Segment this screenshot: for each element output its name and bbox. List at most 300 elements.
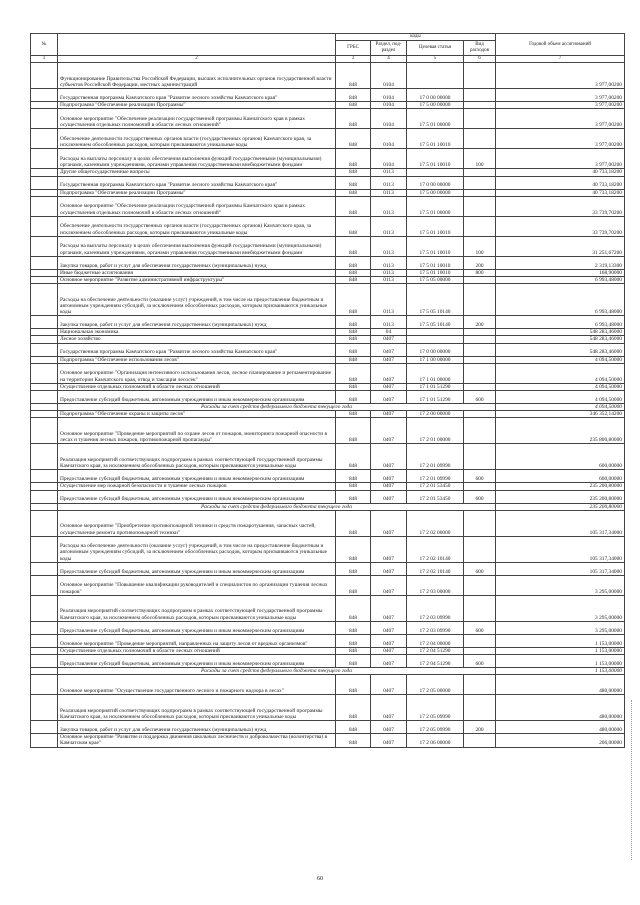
row-number-cell: [31, 356, 58, 363]
row-razdel-cell: 0407: [371, 363, 407, 383]
row-sum-cell: 235 200,80000: [496, 490, 625, 503]
row-razdel-cell: 0407: [371, 383, 407, 390]
row-csr-cell: 17 2 04 51290: [407, 655, 464, 668]
row-name-cell: Расходы на обеспечение деятельности (оказание услуг) учреждений, в том числе на предоставление бюджетным и автономным учреждениям субсидий, за исключением обособленных расходов, которым присваиваются уникальные коды: [58, 536, 336, 562]
index-cell: 5: [407, 56, 464, 63]
row-razdel-cell: 0104: [371, 89, 407, 102]
row-grbs-cell: 848: [336, 536, 371, 562]
row-name-cell: Реализация мероприятий соответствующих подпрограмм в рамках соответствующей государственной программы Камчатского края, за исключением обособленных расходов, которым присваиваются уникальные коды: [58, 444, 336, 470]
header-name: [58, 34, 336, 56]
row-grbs-cell: 848: [336, 411, 371, 418]
row-razdel-cell: 0407: [371, 575, 407, 595]
row-csr-cell: 17 5 00 00000: [407, 102, 464, 109]
table-row: [31, 149, 625, 169]
row-number-cell: [31, 562, 58, 575]
row-sum-cell: 4 094,50000: [496, 356, 625, 363]
row-number-cell: [31, 595, 58, 621]
row-name-cell: Государственная программа Камчатского края "Развитие лесного хозяйства Камчатского края": [58, 89, 336, 102]
scan-edge-mark: [630, 700, 632, 860]
row-sum-cell: 1 153,00000: [496, 668, 625, 675]
table-row: [31, 411, 625, 418]
row-name-cell: Предоставление субсидий бюджетным, автономным учреждениям и иным некоммерческим организациям: [58, 655, 336, 668]
row-csr-cell: 17 2 05 09990: [407, 695, 464, 721]
row-razdel-cell: 0407: [371, 510, 407, 536]
row-vr-cell: [464, 277, 496, 284]
row-sum-cell: 40 733,18200: [496, 189, 625, 196]
row-name-cell: Предоставление субсидий бюджетным, автономным учреждениям и иным некоммерческим организациям: [58, 490, 336, 503]
row-vr-cell: [464, 695, 496, 721]
row-csr-cell: 17 1 01 00000: [407, 363, 464, 383]
row-vr-cell: [464, 595, 496, 621]
row-grbs-cell: 848: [336, 284, 371, 316]
row-number-cell: [31, 329, 58, 336]
row-csr-cell: 17 2 04 00000: [407, 634, 464, 647]
row-razdel-cell: 0113: [371, 189, 407, 196]
row-vr-cell: [464, 284, 496, 316]
row-vr-cell: [464, 189, 496, 196]
table-row: [31, 189, 625, 196]
row-number-cell: [31, 216, 58, 236]
row-sum-cell: 548 283,46000: [496, 329, 625, 336]
row-number-cell: [31, 89, 58, 102]
row-number-cell: [31, 63, 58, 89]
row-number-cell: [31, 169, 58, 176]
table-row: [31, 236, 625, 256]
row-vr-cell: [464, 363, 496, 383]
row-csr-cell: 17 1 00 00000: [407, 356, 464, 363]
row-grbs-cell: 848: [336, 647, 371, 654]
table-note-row: [31, 503, 625, 510]
table-row: [31, 176, 625, 189]
row-csr-cell: 17 0 00 00000: [407, 343, 464, 356]
table-note-row: [31, 668, 625, 675]
row-razdel-cell: 0407: [371, 734, 407, 747]
row-number-cell: [31, 418, 58, 444]
row-name-cell: Основное мероприятие "Проведение мероприятий, направленных на защиту лесов от вредных организмов": [58, 634, 336, 647]
row-grbs-cell: 848: [336, 176, 371, 189]
row-vr-cell: [464, 675, 496, 695]
table-row: [31, 510, 625, 536]
row-vr-cell: [464, 63, 496, 89]
row-number-cell: [31, 189, 58, 196]
row-vr-cell: [464, 734, 496, 747]
row-csr-cell: 17 5 01 10010: [407, 129, 464, 149]
row-number-cell: [31, 536, 58, 562]
row-sum-cell: 6 993,48000: [496, 316, 625, 329]
row-name-cell: Основное мероприятие "Организация интенсивного использования лесов, лесное планирование и регламентирование на территории Камчатского края, отвод и таксация лесосек": [58, 363, 336, 383]
row-sum-cell: 33 739,70200: [496, 196, 625, 216]
table-row: [31, 169, 625, 176]
row-name-cell: Закупка товаров, работ и услуг для обеспечения государственных (муниципальных) нужд: [58, 316, 336, 329]
row-number-cell: [31, 129, 58, 149]
row-name-cell: Основное мероприятие "Обеспечение реализации государственной программы Камчатского края в рамках осуществления отдельных полномочий в области лесных отношений": [58, 109, 336, 129]
table-row: [31, 316, 625, 329]
row-number-cell: [31, 316, 58, 329]
row-name-cell: Иные бюджетные ассигнования: [58, 269, 336, 276]
row-csr-cell: 17 5 01 00000: [407, 196, 464, 216]
row-number-cell: [31, 575, 58, 595]
row-grbs-cell: 848: [336, 383, 371, 390]
row-grbs-cell: 848: [336, 562, 371, 575]
row-vr-cell: [464, 109, 496, 129]
row-grbs-cell: 848: [336, 149, 371, 169]
row-razdel-cell: 0104: [371, 102, 407, 109]
table-row: [31, 363, 625, 383]
row-csr-cell: 17 2 03 09990: [407, 621, 464, 634]
row-vr-cell: [464, 536, 496, 562]
row-name-cell: Подпрограмма "Обеспечение использования лесов": [58, 356, 336, 363]
table-row: [31, 277, 625, 284]
row-vr-cell: [464, 176, 496, 189]
row-number-cell: [31, 236, 58, 256]
row-number-cell: [31, 343, 58, 356]
row-number-cell: [31, 284, 58, 316]
row-sum-cell: 105 317,34000: [496, 536, 625, 562]
row-csr-cell: 17 5 05 10140: [407, 316, 464, 329]
row-name-cell: Основное мероприятие "Обеспечение реализации государственной программы Камчатского края в рамках осуществления отдельных полномочий в области лесных отношений": [58, 196, 336, 216]
table-row: [31, 102, 625, 109]
table-row: [31, 734, 625, 747]
row-grbs-cell: 848: [336, 363, 371, 383]
row-sum-cell: 3 295,00000: [496, 575, 625, 595]
row-grbs-cell: 848: [336, 470, 371, 483]
row-csr-cell: 17 5 01 10010: [407, 269, 464, 276]
row-sum-cell: 3 977,00200: [496, 149, 625, 169]
row-vr-cell: [464, 483, 496, 490]
row-number-cell: [31, 411, 58, 418]
row-sum-cell: 3 977,00200: [496, 102, 625, 109]
table-row: [31, 675, 625, 695]
row-grbs-cell: 848: [336, 510, 371, 536]
row-name-cell: Осуществление отдельных полномочий в области лесных отношений: [58, 647, 336, 654]
row-number-cell: [31, 363, 58, 383]
row-number-cell: [31, 634, 58, 647]
row-razdel-cell: 0407: [371, 675, 407, 695]
row-grbs-cell: 848: [336, 102, 371, 109]
row-razdel-cell: 0113: [371, 316, 407, 329]
row-vr-cell: 200: [464, 316, 496, 329]
row-vr-cell: [464, 169, 496, 176]
row-number-cell: [31, 404, 58, 411]
row-vr-cell: 600: [464, 621, 496, 634]
row-number-cell: [31, 444, 58, 470]
row-vr-cell: [464, 196, 496, 216]
row-razdel-cell: 0407: [371, 356, 407, 363]
row-csr-cell: 17 5 01 10010: [407, 149, 464, 169]
row-vr-cell: 600: [464, 562, 496, 575]
row-sum-cell: 235 800,80000: [496, 418, 625, 444]
row-csr-cell: 17 2 01 00000: [407, 418, 464, 444]
row-number-cell: [31, 383, 58, 390]
row-vr-cell: [464, 343, 496, 356]
row-sum-cell: 548 283,46000: [496, 343, 625, 356]
row-sum-cell: 600,00000: [496, 444, 625, 470]
header-grbs: ГРБС: [336, 41, 371, 56]
row-razdel-cell: 0407: [371, 411, 407, 418]
row-vr-cell: [464, 336, 496, 343]
row-number-cell: [31, 256, 58, 269]
row-razdel-cell: 0407: [371, 343, 407, 356]
row-grbs-cell: 848: [336, 316, 371, 329]
row-vr-cell: 800: [464, 269, 496, 276]
row-csr-cell: 17 5 00 00000: [407, 189, 464, 196]
table-row: [31, 356, 625, 363]
row-name-cell: Функционирование Правительства Российской Федерации, высших исполнительных органов государственной власти субъектов Российской Федерации, местных администраций: [58, 63, 336, 89]
row-name-cell: Подпрограмма "Обеспечение реализации Программы": [58, 102, 336, 109]
row-grbs-cell: 848: [336, 216, 371, 236]
row-grbs-cell: 848: [336, 109, 371, 129]
table-row: [31, 595, 625, 621]
row-sum-cell: 1 153,00000: [496, 647, 625, 654]
row-number-cell: [31, 668, 58, 675]
table-row: [31, 216, 625, 236]
table-row: [31, 634, 625, 647]
table-row: [31, 483, 625, 490]
row-csr-cell: 17 2 03 09990: [407, 595, 464, 621]
table-row: [31, 490, 625, 503]
row-razdel-cell: 0104: [371, 109, 407, 129]
row-name-cell: Расходы на выплаты персоналу в целях обеспечения выполнения функций государственными (муниципальными) органами, казенными учреждениями, органами управления государственными внебюджетными фондами: [58, 236, 336, 256]
row-csr-cell: 17 5 05 10140: [407, 284, 464, 316]
row-number-cell: [31, 734, 58, 747]
row-grbs-cell: 848: [336, 63, 371, 89]
row-csr-cell: 17 5 01 00000: [407, 109, 464, 129]
row-csr-cell: 17 1 01 51290: [407, 391, 464, 404]
index-cell: 3: [336, 56, 371, 63]
row-razdel-cell: 0407: [371, 634, 407, 647]
row-vr-cell: [464, 575, 496, 595]
header-number: №: [31, 34, 58, 56]
row-sum-cell: 4 094,50000: [496, 383, 625, 390]
funding-note: Расходы за счет средств федерального бюджета текущего года: [58, 668, 496, 675]
row-sum-cell: 40 733,18200: [496, 169, 625, 176]
row-name-cell: Обеспечение деятельности государственных органов власти (государственных органов) Камчатского края, за исключением обособленных расходов, которым присваиваются уникальные коды: [58, 129, 336, 149]
row-grbs-cell: 848: [336, 356, 371, 363]
row-grbs-cell: 848: [336, 189, 371, 196]
row-sum-cell: 3 977,00200: [496, 89, 625, 102]
row-name-cell: Основное мероприятие "Развитие административной инфраструктуры": [58, 277, 336, 284]
row-sum-cell: 4 094,50000: [496, 404, 625, 411]
row-number-cell: [31, 176, 58, 189]
row-razdel-cell: 0113: [371, 236, 407, 256]
row-sum-cell: 3 295,00000: [496, 595, 625, 621]
row-grbs-cell: 848: [336, 256, 371, 269]
row-grbs-cell: 848: [336, 721, 371, 734]
row-razdel-cell: 0407: [371, 695, 407, 721]
row-grbs-cell: 848: [336, 329, 371, 336]
row-vr-cell: [464, 510, 496, 536]
table-row: [31, 256, 625, 269]
row-razdel-cell: 0407: [371, 655, 407, 668]
row-name-cell: Лесное хозяйство: [58, 336, 336, 343]
index-cell: 1: [31, 56, 58, 63]
row-name-cell: Основное мероприятие "Проведение мероприятий по охране лесов от пожаров, мониторинга пожарной опасности в лесах и тушения лесных пожаров, противопожарной пропаганды": [58, 418, 336, 444]
row-sum-cell: 31 251,67200: [496, 236, 625, 256]
row-name-cell: Основное мероприятие "Развитие и поддержка движения школьных лесничеств и добровольчества (волонтерства) в Камчатском крае": [58, 734, 336, 747]
row-name-cell: Основное мероприятие "Осуществление государственного лесного и пожарного надзора в лесах": [58, 675, 336, 695]
row-razdel-cell: 0113: [371, 269, 407, 276]
row-sum-cell: 33 739,70200: [496, 216, 625, 236]
row-vr-cell: 100: [464, 236, 496, 256]
row-razdel-cell: 0113: [371, 176, 407, 189]
row-number-cell: [31, 503, 58, 510]
row-sum-cell: 480,00000: [496, 695, 625, 721]
row-csr-cell: 17 5 01 10010: [407, 256, 464, 269]
row-vr-cell: 100: [464, 149, 496, 169]
row-sum-cell: 168,90000: [496, 269, 625, 276]
header-total: Годовой объем ассигнований: [496, 34, 625, 56]
funding-note: Расходы за счет средств федерального бюджета текущего года: [58, 404, 496, 411]
row-name-cell: Обеспечение деятельности государственных органов власти (государственных органов) Камчатского края, за исключением обособленных расходов, которым присваиваются уникальные коды: [58, 216, 336, 236]
row-csr-cell: 17 2 02 00000: [407, 510, 464, 536]
row-grbs-cell: 848: [336, 196, 371, 216]
table-row: [31, 336, 625, 343]
row-number-cell: [31, 277, 58, 284]
row-number-cell: [31, 647, 58, 654]
table-row: [31, 329, 625, 336]
row-name-cell: Закупка товаров, работ и услуг для обеспечения государственных (муниципальных) нужд: [58, 721, 336, 734]
budget-table: [30, 33, 625, 748]
row-name-cell: Осуществление отдельных полномочий в области лесных отношений: [58, 383, 336, 390]
row-vr-cell: [464, 129, 496, 149]
table-row: [31, 695, 625, 721]
row-sum-cell: 6 993,48000: [496, 277, 625, 284]
row-name-cell: Предоставление субсидий бюджетным, автономным учреждениям и иным некоммерческим организациям: [58, 562, 336, 575]
row-csr-cell: 17 2 03 00000: [407, 575, 464, 595]
row-vr-cell: [464, 216, 496, 236]
row-number-cell: [31, 109, 58, 129]
row-name-cell: Предоставление субсидий бюджетным, автономным учреждениям и иным некоммерческим организациям: [58, 470, 336, 483]
row-name-cell: Национальная экономика: [58, 329, 336, 336]
row-sum-cell: 4 094,50000: [496, 363, 625, 383]
row-sum-cell: 480,00000: [496, 675, 625, 695]
table-row: [31, 129, 625, 149]
row-csr-cell: 17 2 01 53450: [407, 483, 464, 490]
row-number-cell: [31, 675, 58, 695]
table-row: [31, 383, 625, 390]
index-cell: 4: [371, 56, 407, 63]
row-name-cell: Подпрограмма "Обеспечение охраны и защиты лесов": [58, 411, 336, 418]
row-vr-cell: [464, 647, 496, 654]
row-csr-cell: 17 0 00 00000: [407, 176, 464, 189]
row-name-cell: Государственная программа Камчатского края "Развитие лесного хозяйства Камчатского края": [58, 343, 336, 356]
row-razdel-cell: 0407: [371, 721, 407, 734]
row-sum-cell: 1 153,00000: [496, 634, 625, 647]
row-number-cell: [31, 149, 58, 169]
row-csr-cell: 17 2 05 09990: [407, 721, 464, 734]
table-note-row: [31, 404, 625, 411]
row-vr-cell: [464, 418, 496, 444]
row-razdel-cell: 0104: [371, 129, 407, 149]
row-razdel-cell: 0104: [371, 149, 407, 169]
table-row: [31, 562, 625, 575]
row-csr-cell: [407, 169, 464, 176]
table-row: [31, 418, 625, 444]
row-name-cell: Реализация мероприятий соответствующих подпрограмм в рамках соответствующей государственной программы Камчатского края, за исключением обособленных расходов, которым присваиваются уникальные коды: [58, 595, 336, 621]
row-sum-cell: 3 977,00200: [496, 109, 625, 129]
row-razdel-cell: 0407: [371, 562, 407, 575]
row-razdel-cell: 0113: [371, 277, 407, 284]
row-number-cell: [31, 721, 58, 734]
row-number-cell: [31, 490, 58, 503]
row-razdel-cell: 0113: [371, 256, 407, 269]
row-number-cell: [31, 695, 58, 721]
row-sum-cell: 3 295,00000: [496, 621, 625, 634]
row-vr-cell: 600: [464, 655, 496, 668]
table-row: [31, 647, 625, 654]
row-razdel-cell: 0113: [371, 169, 407, 176]
table-row: [31, 343, 625, 356]
row-sum-cell: 3 977,00200: [496, 63, 625, 89]
row-sum-cell: 105 317,34000: [496, 510, 625, 536]
row-razdel-cell: 0407: [371, 621, 407, 634]
row-grbs-cell: 848: [336, 236, 371, 256]
row-sum-cell: 6 993,48000: [496, 284, 625, 316]
table-row: [31, 721, 625, 734]
row-name-cell: Предоставление субсидий бюджетным, автономным учреждениям и иным некоммерческим организациям: [58, 621, 336, 634]
row-number-cell: [31, 510, 58, 536]
row-csr-cell: 17 2 01 09990: [407, 444, 464, 470]
row-number-cell: [31, 391, 58, 404]
row-grbs-cell: 848: [336, 675, 371, 695]
row-csr-cell: 17 5 01 10010: [407, 216, 464, 236]
row-csr-cell: 17 1 01 51290: [407, 383, 464, 390]
row-sum-cell: 548 283,46000: [496, 336, 625, 343]
row-vr-cell: [464, 356, 496, 363]
row-razdel-cell: 0407: [371, 647, 407, 654]
row-number-cell: [31, 621, 58, 634]
row-razdel-cell: 0407: [371, 595, 407, 621]
index-cell: 7: [496, 56, 625, 63]
table-row: [31, 444, 625, 470]
row-vr-cell: 600: [464, 391, 496, 404]
row-grbs-cell: 848: [336, 391, 371, 404]
row-vr-cell: 200: [464, 256, 496, 269]
row-name-cell: Государственная программа Камчатского края "Развитие лесного хозяйства Камчатского края": [58, 176, 336, 189]
row-sum-cell: 346 352,14200: [496, 411, 625, 418]
row-sum-cell: 206,00000: [496, 734, 625, 747]
row-name-cell: Основное мероприятие "Повышение квалификации руководителей и специалистов по организации тушения лесных пожаров": [58, 575, 336, 595]
row-csr-cell: 17 5 05 00000: [407, 277, 464, 284]
row-name-cell: Основное мероприятие "Приобретение противопожарной техники и средств пожаротушения, запасных частей, осуществление ремонта противопожарной техники": [58, 510, 336, 536]
row-vr-cell: [464, 634, 496, 647]
row-razdel-cell: 0104: [371, 63, 407, 89]
row-razdel-cell: 0113: [371, 196, 407, 216]
row-vr-cell: [464, 102, 496, 109]
row-grbs-cell: 848: [336, 734, 371, 747]
row-razdel-cell: 0407: [371, 470, 407, 483]
header-codes: коды: [336, 34, 496, 41]
row-number-cell: [31, 470, 58, 483]
row-razdel-cell: 0407: [371, 391, 407, 404]
row-number-cell: [31, 483, 58, 490]
row-csr-cell: 17 2 01 53450: [407, 490, 464, 503]
row-sum-cell: 4 094,50000: [496, 391, 625, 404]
row-number-cell: [31, 196, 58, 216]
row-sum-cell: 40 733,18200: [496, 176, 625, 189]
row-name-cell: Расходы на обеспечение деятельности (оказание услуг) учреждений, в том числе на предоставление бюджетным и автономным учреждениям субсидий, за исключением обособленных расходов, которым присваиваются уникальные коды: [58, 284, 336, 316]
row-csr-cell: 17 2 05 00000: [407, 675, 464, 695]
row-sum-cell: 3 977,00200: [496, 129, 625, 149]
row-grbs-cell: 848: [336, 269, 371, 276]
row-razdel-cell: 0113: [371, 284, 407, 316]
row-sum-cell: 1 153,00000: [496, 655, 625, 668]
row-vr-cell: 600: [464, 470, 496, 483]
row-grbs-cell: 848: [336, 418, 371, 444]
row-sum-cell: 480,00000: [496, 721, 625, 734]
row-grbs-cell: 848: [336, 483, 371, 490]
row-grbs-cell: 848: [336, 595, 371, 621]
